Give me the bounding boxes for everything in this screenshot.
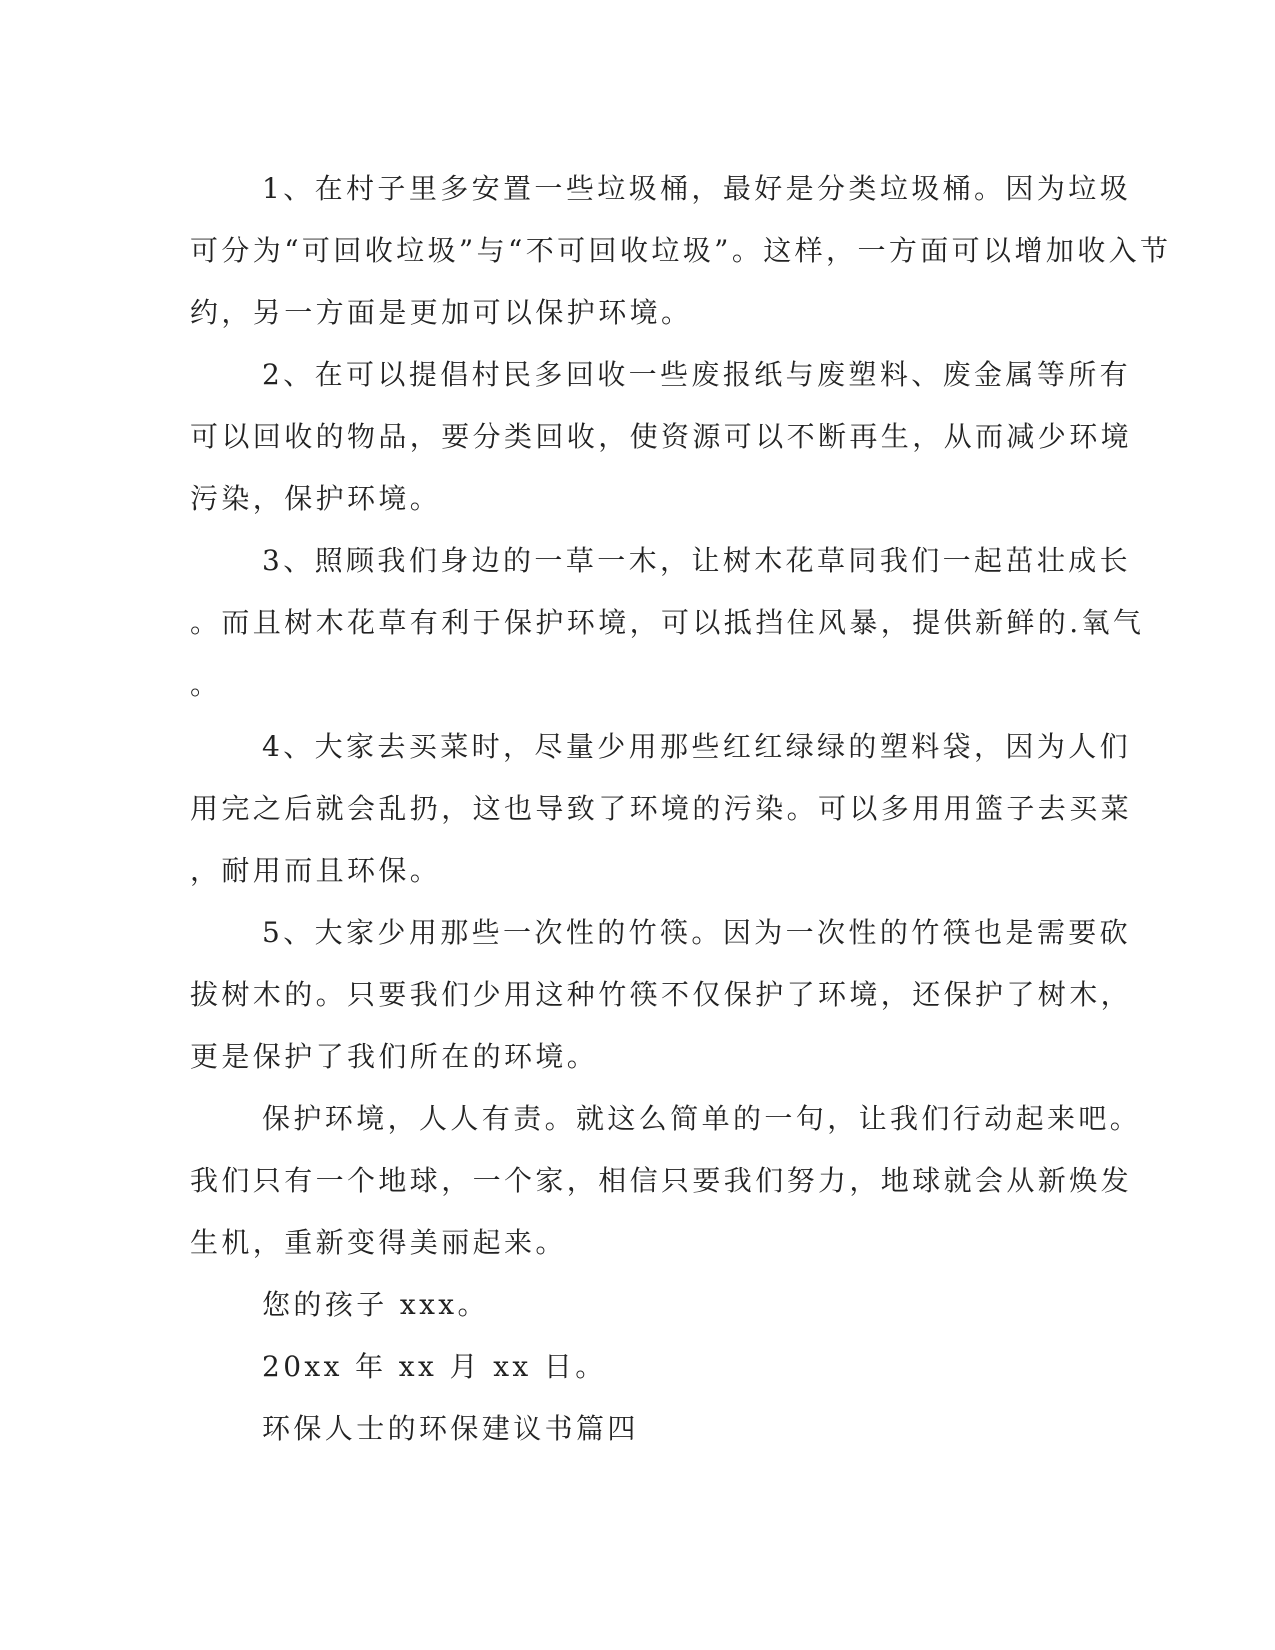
paragraph-line: 。而且树木花草有利于保护环境，可以抵挡住风暴，提供新鲜的.氧气 (190, 606, 1145, 639)
paragraph-2 (190, 344, 1133, 530)
paragraph-line: 拔树木的。只要我们少用这种竹筷不仅保护了环境，还保护了树木， (190, 978, 1133, 1011)
paragraph-line: 约，另一方面是更加可以保护环境。 (190, 296, 693, 329)
paragraph-line: 保护环境，人人有责。就这么简单的一句，让我们行动起来吧。 (262, 1102, 1142, 1135)
document-body (190, 158, 1172, 1460)
paragraph-6 (190, 1088, 1142, 1274)
signature: 您的孩子 xxx。 (262, 1288, 489, 1321)
paragraph-line: ，耐用而且环保。 (190, 854, 442, 887)
paragraph-line: 可以回收的物品，要分类回收，使资源可以不断再生，从而减少环境 (190, 420, 1133, 453)
paragraph-line: 污染，保护环境。 (190, 482, 442, 515)
paragraph-line: 3、照顾我们身边的一草一木，让树木花草同我们一起茁壮成长 (262, 544, 1132, 577)
paragraph-1 (190, 158, 1172, 344)
next-section-title: 环保人士的环保建议书篇四 (262, 1412, 639, 1445)
paragraph-line: 5、大家少用那些一次性的竹筷。因为一次性的竹筷也是需要砍 (262, 916, 1132, 949)
paragraph-line: 我们只有一个地球，一个家，相信只要我们努力，地球就会从新焕发 (190, 1164, 1133, 1197)
paragraph-5 (190, 902, 1133, 1088)
paragraph-line: 生机，重新变得美丽起来。 (190, 1226, 567, 1259)
paragraph-line: 2、在可以提倡村民多回收一些废报纸与废塑料、废金属等所有 (262, 358, 1132, 391)
paragraph-line: 。 (190, 668, 222, 701)
paragraph-line: 更是保护了我们所在的环境。 (190, 1040, 599, 1073)
paragraph-4 (190, 716, 1133, 902)
paragraph-line: 用完之后就会乱扔，这也导致了环境的污染。可以多用用篮子去买菜 (190, 792, 1133, 825)
date-line: 20xx 年 xx 月 xx 日。 (262, 1350, 607, 1383)
paragraph-line: 可分为“可回收垃圾”与“不可回收垃圾”。这样，一方面可以增加收入节 (190, 234, 1172, 267)
paragraph-3 (190, 530, 1145, 716)
paragraph-line: 4、大家去买菜时，尽量少用那些红红绿绿的塑料袋，因为人们 (262, 730, 1132, 763)
paragraph-line: 1、在村子里多安置一些垃圾桶，最好是分类垃圾桶。因为垃圾 (262, 172, 1132, 205)
